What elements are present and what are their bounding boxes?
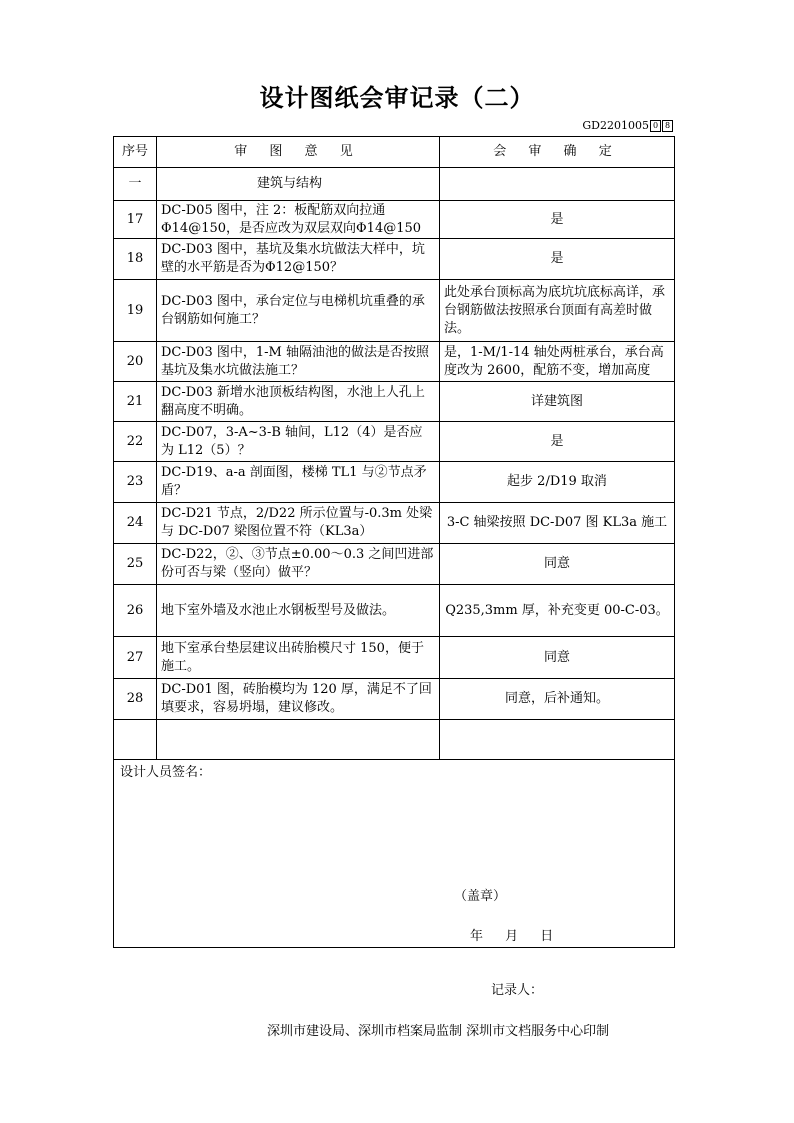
table-row: [114, 503, 675, 544]
row-opinion: DC-D19、a-a 剖面图，楼梯 TL1 与②节点矛盾？: [157, 462, 440, 503]
review-record-table: [113, 136, 675, 948]
row-seq: 23: [114, 462, 157, 503]
header-confirm: 会 审 确 定: [440, 137, 675, 168]
row-confirm: 同意: [440, 544, 675, 585]
date-label: 年 月 日: [470, 929, 554, 944]
row-confirm: 是: [440, 201, 675, 239]
empty-cell: [440, 720, 675, 760]
row-confirm: 是: [440, 239, 675, 280]
row-opinion: 地下室外墙及水池止水钢板型号及做法。: [157, 585, 440, 637]
row-opinion: DC-D05 图中，注 2：板配筋双向拉通Φ14@150，是否应改为双层双向Φ14@150: [157, 201, 440, 239]
section-confirm: [440, 168, 675, 201]
signature-row: [114, 760, 675, 948]
table-row: [114, 239, 675, 280]
row-confirm: 此处承台顶标高为底坑坑底标高详，承台钢筋做法按照承台顶面有高差时做法。: [440, 280, 675, 342]
row-confirm: 同意: [440, 637, 675, 679]
row-opinion: DC-D03 图中，承台定位与电梯机坑重叠的承台钢筋如何施工？: [157, 280, 440, 342]
row-confirm: 同意，后补通知。: [440, 679, 675, 720]
row-seq: 24: [114, 503, 157, 544]
row-seq: 20: [114, 342, 157, 382]
row-opinion: DC-D03 图中，1-M 轴隔油池的做法是否按照基坑及集水坑做法施工？: [157, 342, 440, 382]
table-row: [114, 544, 675, 585]
row-seq: 22: [114, 422, 157, 462]
table-row: [114, 382, 675, 422]
row-confirm: 3-C 轴梁按照 DC-D07 图 KL3a 施工: [440, 503, 675, 544]
row-opinion: DC-D21 节点，2/D22 所示位置与-0.3m 处梁与 DC-D07 梁图位置不符（KL3a）: [157, 503, 440, 544]
row-seq: 21: [114, 382, 157, 422]
row-seq: 26: [114, 585, 157, 637]
row-seq: 17: [114, 201, 157, 239]
section-label: 建筑与结构: [157, 168, 440, 201]
table-row: [114, 201, 675, 239]
row-opinion: DC-D22，②、③节点±0.00～0.3 之间凹进部份可否与梁（竖向）做平？: [157, 544, 440, 585]
section-seq: 一: [114, 168, 157, 201]
row-opinion: 地下室承台垫层建议出砖胎模尺寸 150，便于施工。: [157, 637, 440, 679]
table-row: [114, 585, 675, 637]
row-opinion: DC-D03 图中，基坑及集水坑做法大样中，坑壁的水平筋是否为Φ12@150？: [157, 239, 440, 280]
row-confirm: 是，1-M/1-14 轴处两桩承台，承台高度改为 2600，配筋不变，增加高度: [440, 342, 675, 382]
table-row: [114, 679, 675, 720]
row-confirm: Q235,3mm 厚，补充变更 00-C-03。: [440, 585, 675, 637]
page-title: 设计图纸会审记录（二）: [259, 84, 535, 112]
header-seq: 序号: [114, 137, 157, 168]
section-row: [114, 168, 675, 201]
table-header-row: [114, 137, 675, 168]
signature-label: 设计人员签名：: [120, 765, 212, 780]
header-opinion: 审 图 意 见: [157, 137, 440, 168]
document-code-box: 8: [662, 120, 673, 132]
row-confirm: 是: [440, 422, 675, 462]
stamp-label: （盖章）: [454, 889, 507, 904]
signature-cell: [114, 760, 675, 948]
row-seq: 18: [114, 239, 157, 280]
document-code-text: GD2201005: [582, 119, 649, 132]
table-row: [114, 280, 675, 342]
empty-cell: [157, 720, 440, 760]
row-opinion: DC-D07，3-A~3-B 轴间，L12（4）是否应为 L12（5）？: [157, 422, 440, 462]
row-confirm: 起步 2/D19 取消: [440, 462, 675, 503]
empty-cell: [114, 720, 157, 760]
document-code: [582, 119, 673, 132]
empty-row: [114, 720, 675, 760]
row-opinion: DC-D03 新增水池顶板结构图，水池上人孔上翻高度不明确。: [157, 382, 440, 422]
recorder-label: 记录人：: [491, 983, 544, 998]
row-seq: 28: [114, 679, 157, 720]
footer-text: 深圳市建设局、深圳市档案局监制 深圳市文档服务中心印制: [267, 1024, 610, 1039]
row-seq: 25: [114, 544, 157, 585]
table-row: [114, 462, 675, 503]
table-row: [114, 342, 675, 382]
table-row: [114, 637, 675, 679]
row-opinion: DC-D01 图，砖胎模均为 120 厚，满足不了回填要求，容易坍塌，建议修改。: [157, 679, 440, 720]
document-code-box: 0: [650, 120, 661, 132]
row-seq: 19: [114, 280, 157, 342]
table-row: [114, 422, 675, 462]
row-seq: 27: [114, 637, 157, 679]
row-confirm: 详建筑图: [440, 382, 675, 422]
